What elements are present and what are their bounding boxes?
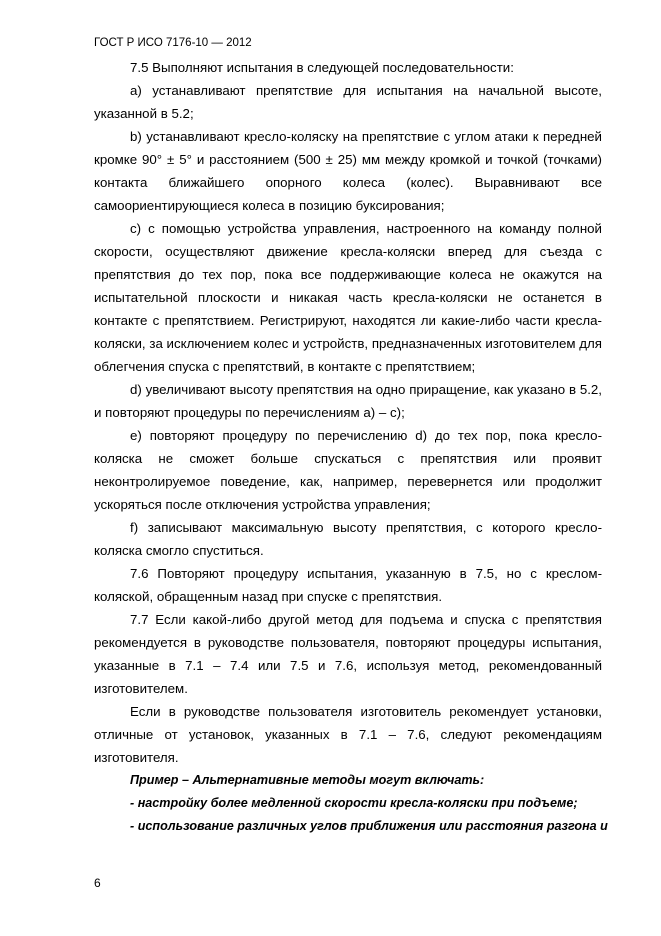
document-header: ГОСТ Р ИСО 7176-10 — 2012 [94,37,252,49]
list-item-b: b) устанавливают кресло-коляску на препятствие с углом атаки к передней кромке 90° ± 5° и расстоянием (500 ± 25) мм между кромкой и точкой (точками) контакта ближайшего опорного колеса (колес). Выравнивают все самоориентирующиеся колеса в позицию буксирования; [94,129,602,213]
list-item-f: f) записывают максимальную высоту препятствия, с которого кресло-коляска смогло спуститься. [94,520,602,558]
example-item-2: - использование различных углов приближения или расстояния разгона и [130,819,608,833]
list-item-c: c) с помощью устройства управления, настроенного на команду полной скорости, осуществляют движение кресла-коляски вперед для съезда с препятствия до тех пор, пока все поддерживающие колеса не окажутся на испытательной плоскости и никакая часть кресла-коляски не останется в контакте с препятствием. Регистрируют, находятся ли какие-либо части кресла-коляски, за исключением колес и устройств, предназначенных изготовителем для облегчения спуска с препятствий, в контакте с препятствием; [94,221,602,374]
list-item-e: e) повторяют процедуру по перечислению d) до тех пор, пока кресло-коляска не сможет больше спускаться с препятствия или проявит неконтролируемое поведение, как, например, перевернется или продолжит ускоряться после отключения устройства управления; [94,428,602,512]
paragraph-7-7: 7.7 Если какой-либо другой метод для подъема и спуска с препятствия рекомендуется в руководстве пользователя, повторяют процедуры испытания, указанные в 7.1 – 7.4 или 7.5 и 7.6, используя метод, рекомендованный изготовителем. [94,612,602,696]
document-body [94,56,608,838]
example-item-1: - настройку более медленной скорости кресла-коляски при подъеме; [130,796,578,810]
paragraph-7-5: 7.5 Выполняют испытания в следующей последовательности: [130,60,514,75]
paragraph-manufacturer-settings: Если в руководстве пользователя изготовитель рекомендует установки, отличные от установок, указанных в 7.1 – 7.6, следуют рекомендациям изготовителя. [94,704,602,765]
list-item-d: d) увеличивают высоту препятствия на одно приращение, как указано в 5.2, и повторяют процедуры по перечислениям а) – с); [94,382,602,420]
list-item-a: a) устанавливают препятствие для испытания на начальной высоте, указанной в 5.2; [94,83,602,121]
example-title: Пример – Альтернативные методы могут включать: [130,773,485,787]
paragraph-7-6: 7.6 Повторяют процедуру испытания, указанную в 7.5, но с креслом-коляской, обращенным назад при спуске с препятствия. [94,566,602,604]
page-number: 6 [94,876,101,890]
